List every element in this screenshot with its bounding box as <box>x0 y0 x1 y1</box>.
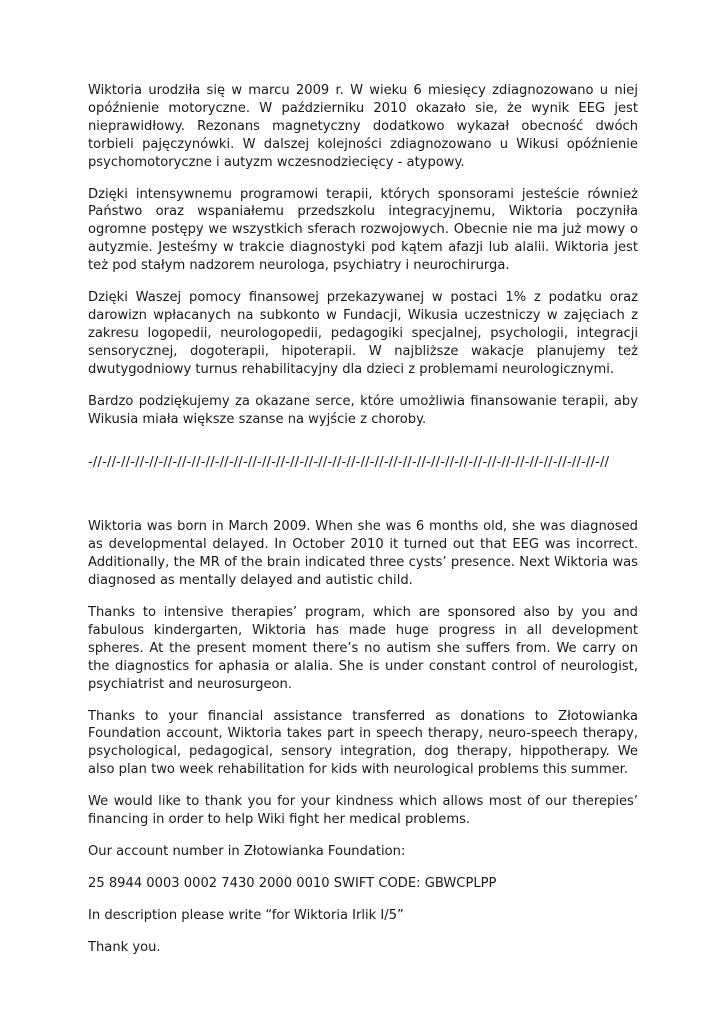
section-separator: -//-//-//-//-//-//-//-//-//-//-//-//-//-//-//-//-//-//-//-//-//-//-//-//-//-//-//-//-//-//-//-//-//-//-//-//-// <box>88 455 610 471</box>
english-paragraph-1: Wiktoria was born in March 2009. When she was 6 months old, she was diagnosed as developmental delayed. In October 2010 it turned out that EEG was incorrect. Additionally, the MR of the brain indicated three cysts’ presence. Next Wiktoria was diagnosed as mentally delayed and autistic child. <box>88 519 638 589</box>
document-page <box>88 82 638 971</box>
description-note: In description please write “for Wiktoria Irlik I/5” <box>88 907 404 923</box>
account-intro: Our account number in Złotowianka Foundation: <box>88 844 406 859</box>
polish-paragraph-1: Wiktoria urodziła się w marcu 2009 r. W wieku 6 miesięcy zdiagnozowano u niej opóźnienie motoryczne. W październiku 2010 okazało sie, że wynik EEG jest nieprawidłowy. Rezonans magnetyczny dodatkowo wykazał obecność dwóch torbieli pajęczynówki. W dalszej kolejności zdiagnozowano u Wikusi opóźnienie psychomotoryczne i autyzm wczesnodziecięcy - atypowy. <box>88 83 638 170</box>
account-number: 25 8944 0003 0002 7430 2000 0010 SWIFT CODE: GBWCPLPP <box>88 875 497 891</box>
separator-spacing <box>88 472 638 518</box>
polish-paragraph-3: Dzięki Waszej pomocy finansowej przekazywanej w postaci 1% z podatku oraz darowizn wpłacanych na subkonto w Fundacji, Wikusia uczestniczy w zajęciach z zakresu logopedii, neurologopedii, pedagogiki specjalnej, psychologii, integracji sensorycznej, dogoterapii, hipoterapii. W najbliższe wakacje planujemy też dwutygodniowy turnus rehabilitacyjny dla dzieci z problemami neurologicznymi. <box>88 290 638 377</box>
english-paragraph-3: Thanks to your financial assistance transferred as donations to Złotowianka Foundation account, Wiktoria takes part in speech therapy, neuro-speech therapy, psychological, pedagogical, sensory integration, dog therapy, hippotherapy. We also plan two week rehabilitation for kids with neurological problems this summer. <box>88 708 638 778</box>
closing-thanks: Thank you. <box>88 939 161 955</box>
english-paragraph-4: We would like to thank you for your kindness which allows most of our therepies’ financing in order to help Wiki fight her medical problems. <box>88 794 638 828</box>
polish-paragraph-4: Bardzo podziękujemy za okazane serce, które umożliwia finansowanie terapii, aby Wikusia miała większe szanse na wyjście z choroby. <box>88 393 638 427</box>
english-paragraph-2: Thanks to intensive therapies’ program, which are sponsored also by you and fabulous kindergarten, Wiktoria has made huge progress in all development spheres. At the present moment there’s no autism she suffers from. We carry on the diagnostics for aphasia or alalia. She is under constant control of neurologist, psychiatrist and neurosurgeon. <box>88 605 638 692</box>
polish-paragraph-2: Dzięki intensywnemu programowi terapii, których sponsorami jesteście również Państwo oraz wspaniałemu przedszkolu integracyjnemu, Wiktoria poczyniła ogromne postępy we wszystkich sferach rozwojowych. Obecnie nie ma już mowy o autyzmie. Jesteśmy w trakcie diagnostyki pod kątem afazji lub alalii. Wiktoria jest też pod stałym nadzorem neurologa, psychiatry i neurochirurga. <box>88 186 638 274</box>
